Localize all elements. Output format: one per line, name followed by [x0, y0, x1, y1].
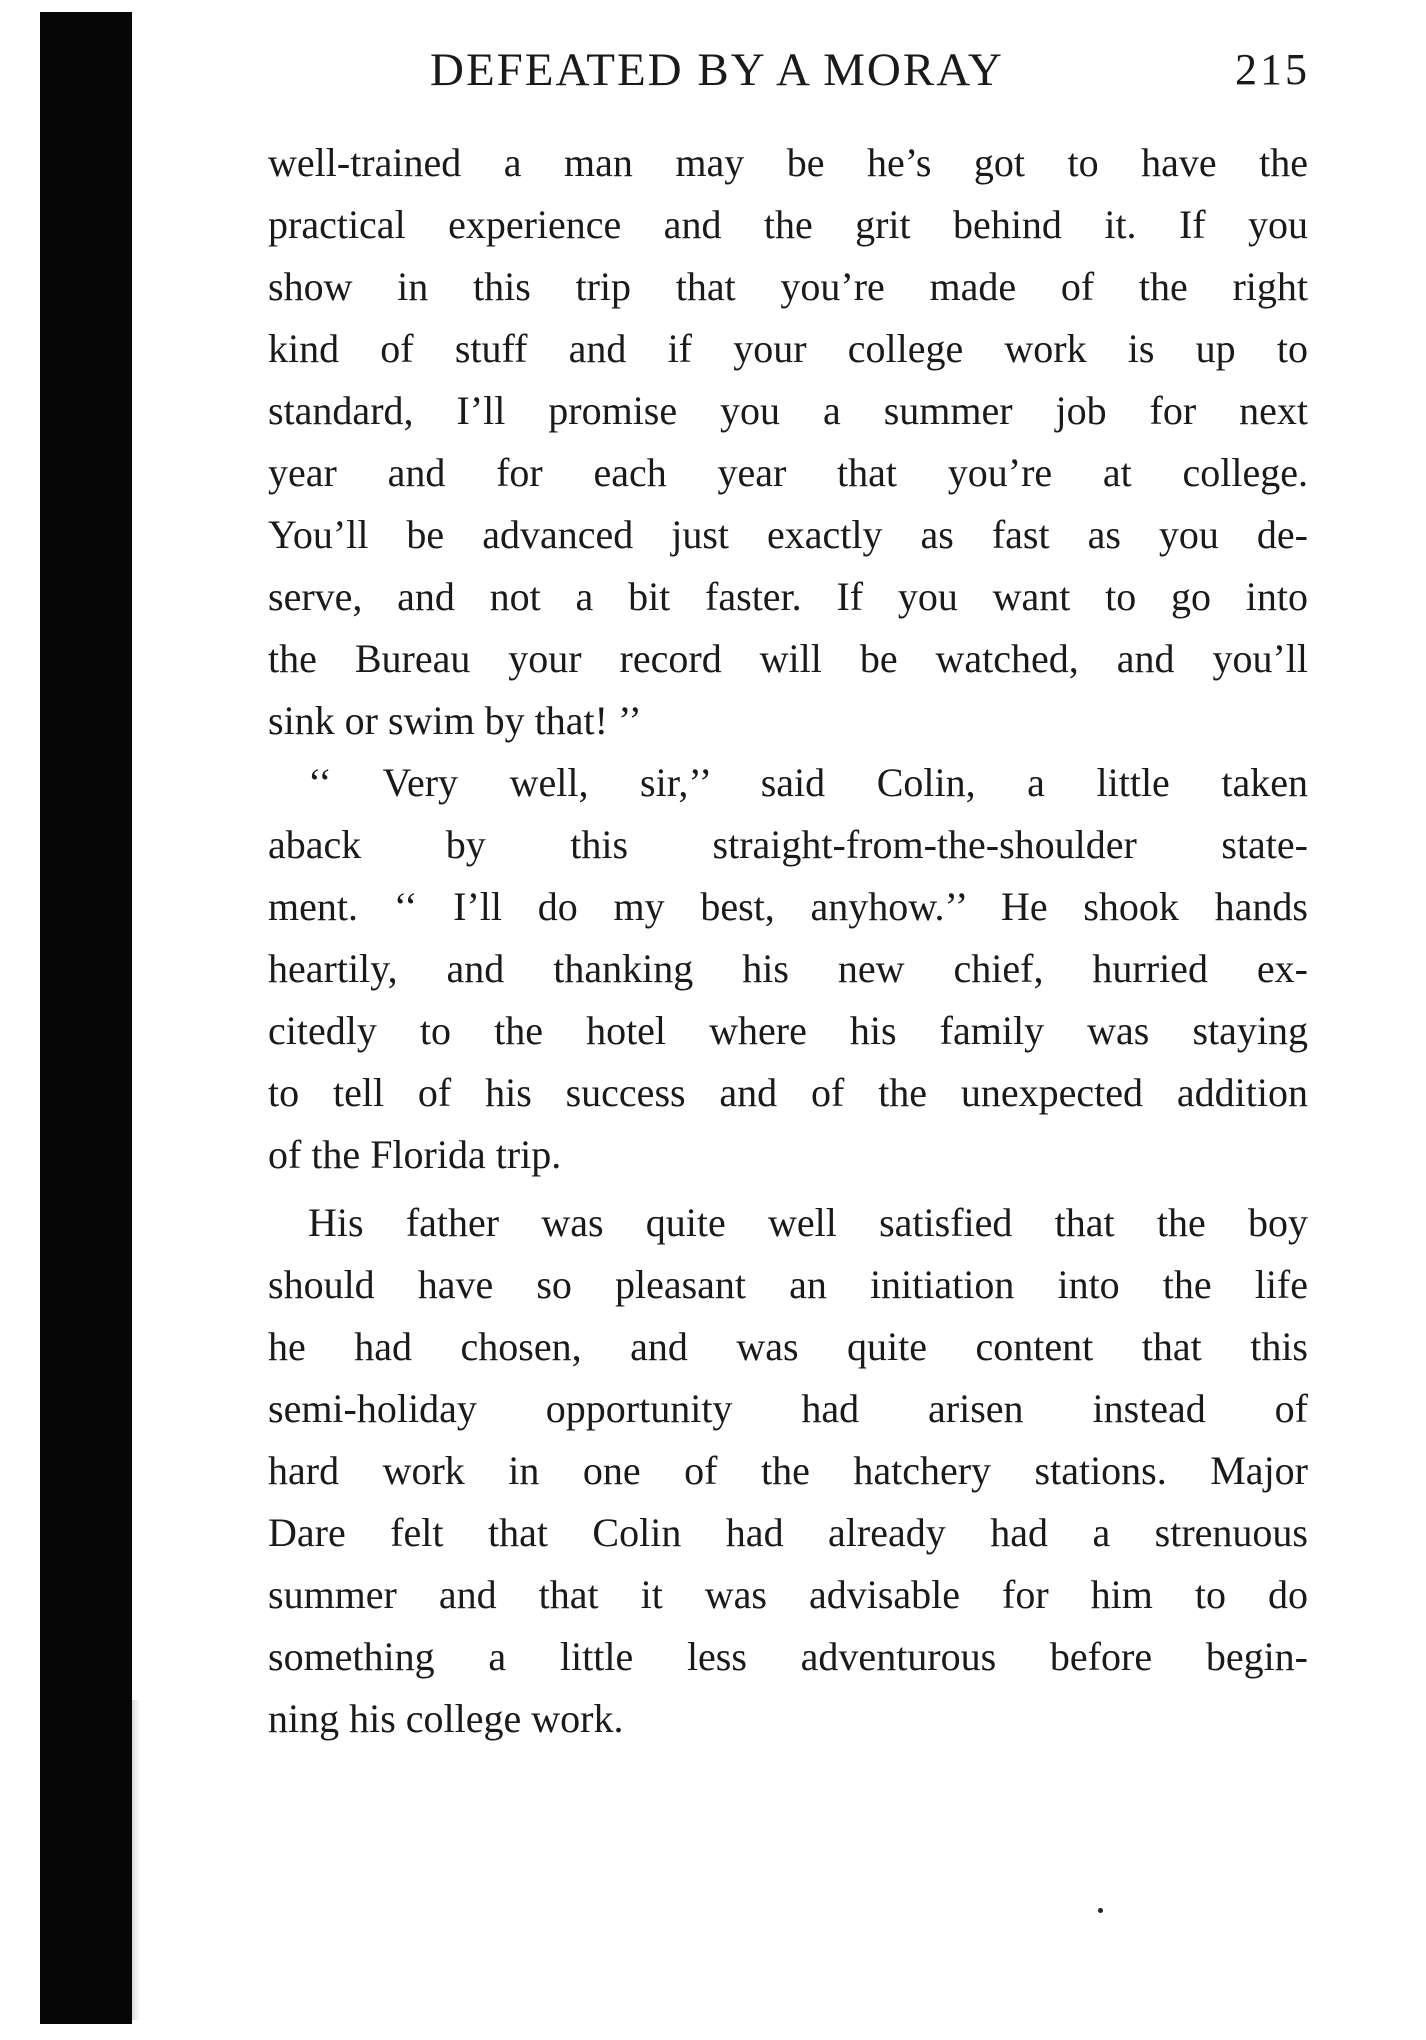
text-line: should have so pleasant an initiation into the life	[268, 1262, 1308, 1307]
text-line: of the Florida trip.	[268, 1132, 562, 1177]
text-line: Dare felt that Colin had already had a strenuous	[268, 1510, 1308, 1555]
text-line: well-trained a man may be he’s got to have the	[268, 140, 1308, 185]
text-line: show in this trip that you’re made of the right	[268, 264, 1308, 309]
text-line: to tell of his success and of the unexpected addition	[268, 1070, 1308, 1115]
text-line: sink or swim by that! ’’	[268, 698, 642, 743]
text-line: year and for each year that you’re at college.	[268, 450, 1308, 495]
text-line: standard, I’ll promise you a summer job for next	[268, 388, 1308, 433]
chapter-title: DEFEATED BY A MORAY	[430, 44, 1004, 96]
page-number: 215	[1235, 45, 1310, 94]
scan-speck	[1098, 1908, 1103, 1913]
body-text	[268, 132, 1308, 1750]
text-line: His father was quite well satisfied that the boy	[308, 1200, 1308, 1245]
text-line: citedly to the hotel where his family was staying	[268, 1008, 1308, 1053]
text-line: aback by this straight-from-the-shoulder state-	[268, 822, 1308, 867]
text-line: ‘‘ Very well, sir,’’ said Colin, a little taken	[308, 760, 1308, 805]
text-line: serve, and not a bit faster. If you want to go into	[268, 574, 1308, 619]
text-line: semi-holiday opportunity had arisen instead of	[268, 1386, 1308, 1431]
text-line: ment. ‘‘ I’ll do my best, anyhow.’’ He shook hands	[268, 884, 1308, 929]
text-line: ning his college work.	[268, 1696, 624, 1741]
page-binding-fade	[92, 1700, 140, 2020]
text-line: summer and that it was advisable for him to do	[268, 1572, 1308, 1617]
running-head	[430, 40, 1310, 100]
text-line: You’ll be advanced just exactly as fast as you de-	[268, 512, 1308, 557]
text-line: hard work in one of the hatchery stations. Major	[268, 1448, 1308, 1493]
text-line: something a little less adventurous before begin-	[268, 1634, 1308, 1679]
text-line: heartily, and thanking his new chief, hurried ex-	[268, 946, 1308, 991]
text-line: practical experience and the grit behind it. If you	[268, 202, 1308, 247]
text-line: he had chosen, and was quite content that this	[268, 1324, 1308, 1369]
text-line: kind of stuff and if your college work is up to	[268, 326, 1308, 371]
text-line: the Bureau your record will be watched, and you’ll	[268, 636, 1308, 681]
